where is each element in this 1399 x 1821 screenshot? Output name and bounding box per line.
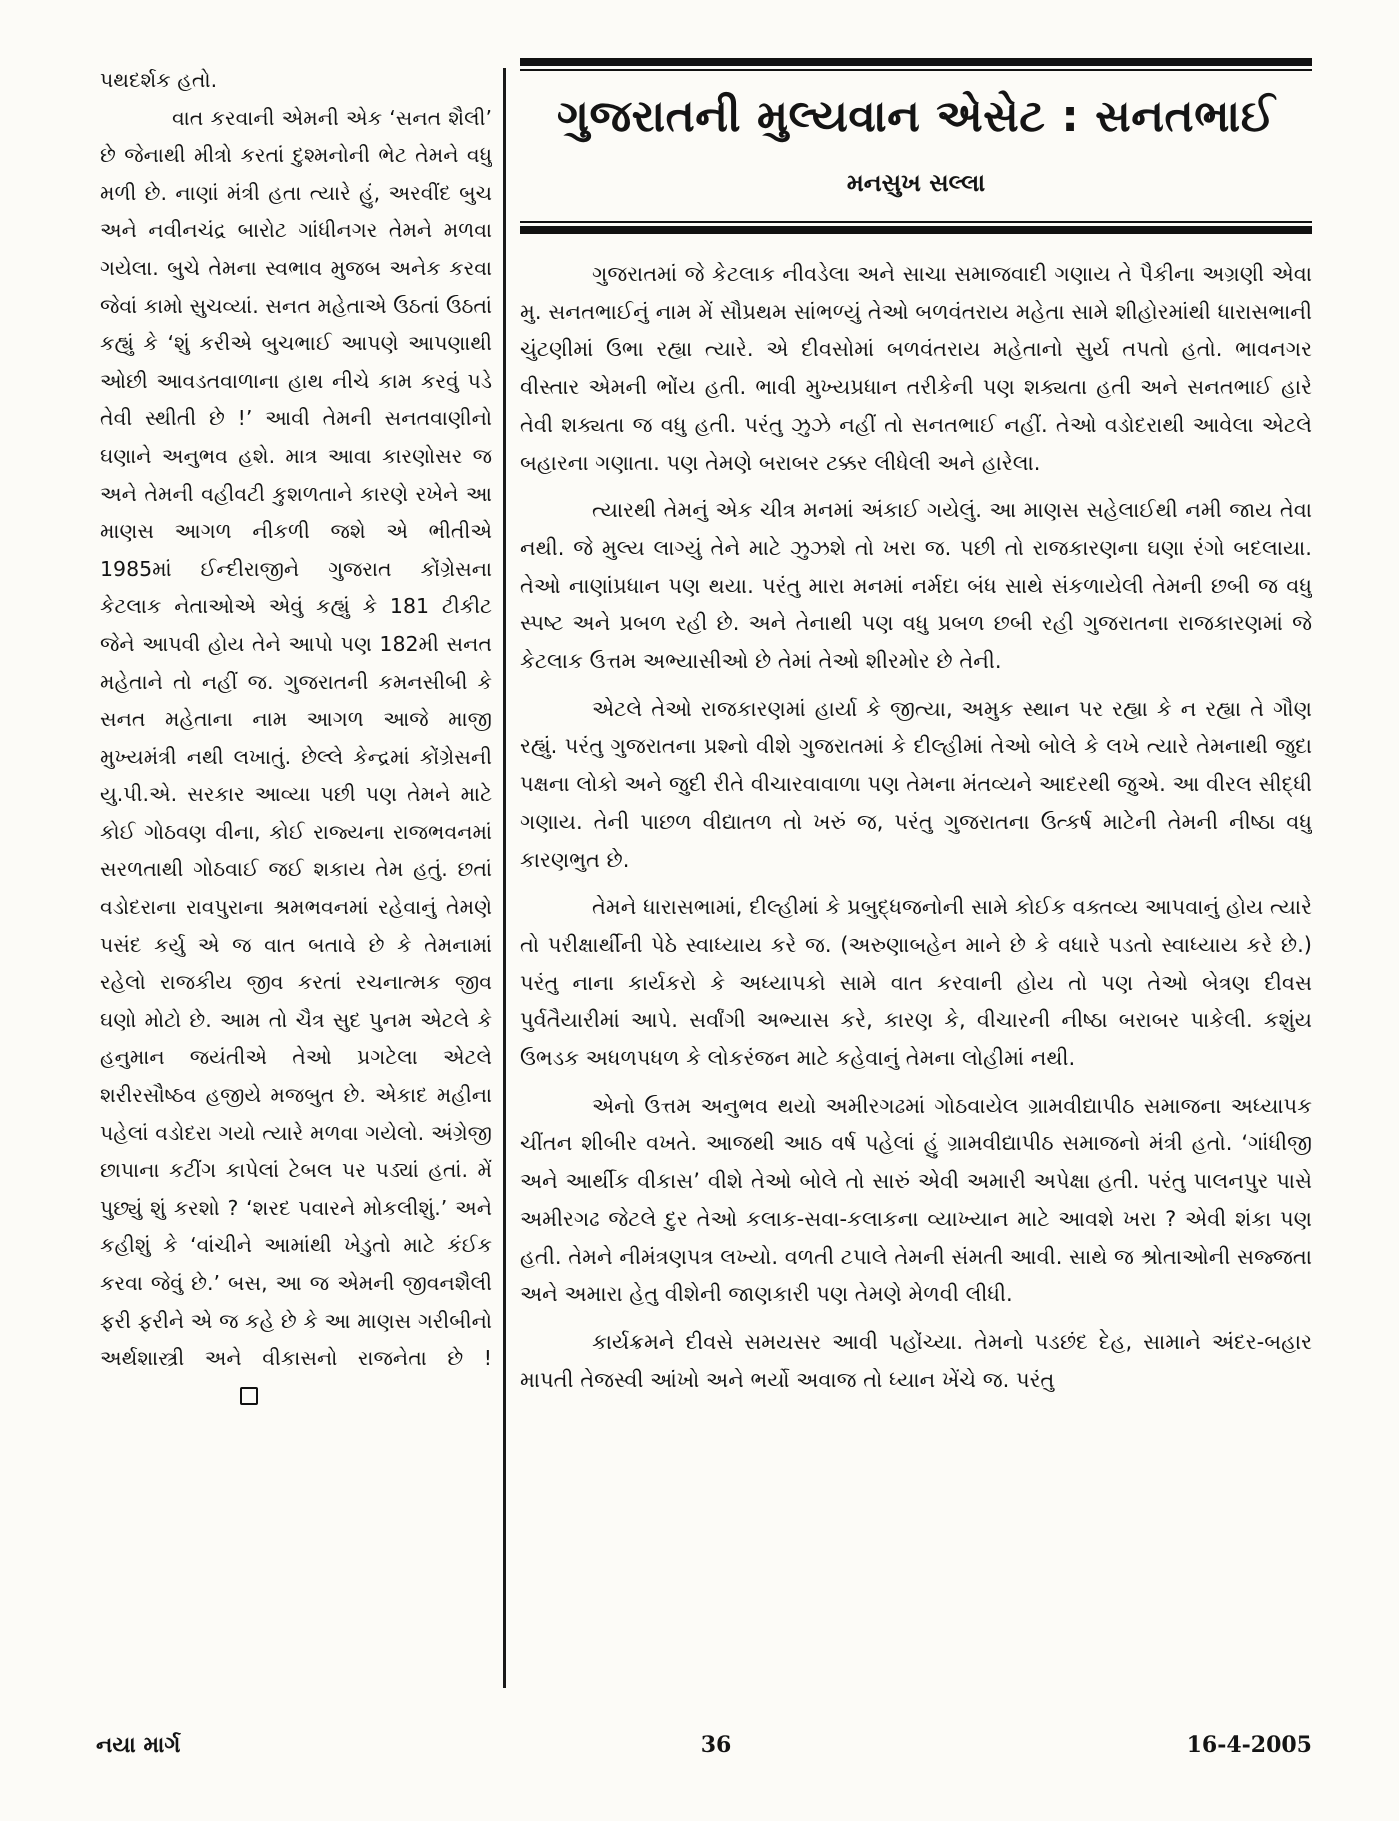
page-footer (96, 1732, 1312, 1768)
right-column (520, 58, 1312, 1698)
article-paragraph-6: કાર્યક્રમને દીવસે સમયસર આવી પહોંચ્યા. તેમનો પડછંદ દેહ, સામાને અંદર-બહાર માપતી તેજસ્વી આંખો અને ભર્યો અવાજ તો ધ્યાન ખેંચે જ. પરંતુ (520, 1329, 1312, 1392)
article-body (520, 256, 1312, 1399)
header-rule-top-thick (520, 58, 1312, 66)
left-paragraph-2 (100, 100, 492, 1416)
article-paragraph-5: એનો ઉત્તમ અનુભવ થયો અમીરગઢમાં ગોઠવાયેલ ગ્રામવીદ્યાપીઠ સમાજના અધ્યાપક ચીંતન શીબીર વખતે. આજથી આઠ વર્ષ પહેલાં હું ગ્રામવીદ્યાપીઠ સમાજનો મંત્રી હતો. ‘ગાંધીજી અને આર્થીક વીકાસ’ વીશે તેઓ બોલે તો સારું એવી અમારી અપેક્ષા હતી. પરંતુ પાલનપુર પાસે અમીરગઢ જેટલે દુર તેઓ કલાક-સવા-કલાકના વ્યાખ્યાન માટે આવશે ખરા ? એવી શંકા પણ હતી. તેમને નીમંત્રણપત્ર લખ્યો. વળતી ટપાલે તેમની સંમતી આવી. સાથે જ શ્રોતાઓની સજ્જતા અને અમારા હેતુ વીશેની જાણકારી પણ તેમણે મેળવી લીધી. (520, 1093, 1312, 1307)
article-paragraph-2: ત્યારથી તેમનું એક ચીત્ર મનમાં અંકાઈ ગયેલું. આ માણસ સહેલાઈથી નમી જાય તેવા નથી. જે મુલ્ય લાગ્યું તેને માટે ઝુઝશે તો ખરા જ. પછી તો રાજકારણના ઘણા રંગો બદલાયા. તેઓ નાણાંપ્રધાન પણ થયા. પરંતુ મારા મનમાં નર્મદા બંધ સાથે સંકળાયેલી તેમની છબી જ વધુ સ્પષ્ટ અને પ્રબળ રહી છે. અને તેનાથી પણ વધુ પ્રબળ છબી રહી ગુજરાતના રાજકારણમાં જે કેટલાક ઉત્તમ અભ્યાસીઓ છે તેમાં તેઓ શીરમોર છે તેની. (520, 498, 1312, 674)
article-paragraph-1: ગુજરાતમાં જે કેટલાક નીવડેલા અને સાચા સમાજવાદી ગણાય તે પૈકીના અગ્રણી એવા મુ. સનતભાઈનું નામ મેં સૌપ્રથમ સાંભળ્યું તેઓ બળવંતરાય મહેતા સામે શીહોરમાંથી ધારાસભાની ચુંટણીમાં ઉભા રહ્યા ત્યારે. એ દીવસોમાં બળવંતરાય મહેતાનો સુર્ય તપતો હતો. ભાવનગર વીસ્તાર એમની ભોંય હતી. ભાવી મુખ્યપ્રધાન તરીકેની પણ શક્યતા હતી અને સનતભાઈ હારે તેવી શક્યતા જ વધુ હતી. પરંતુ ઝુઝે નહીં તો સનતભાઈ નહીં. તેઓ વડોદરાથી આવેલા એટલે બહારના ગણાતા. પણ તેમણે બરાબર ટક્કર લીધેલી અને હારેલા. (520, 262, 1312, 475)
left-paragraph-2-text: વાત કરવાની એમની એક ‘સનત શૈલી’ છે જેનાથી મીત્રો કરતાં દુશ્મનોની ભેટ તેમને વધુ મળી છે. નાણાં મંત્રી હતા ત્યારે હું, અરવીંદ બુચ અને નવીનચંદ્ર બારોટ ગાંધીનગર તેમને મળવા ગયેલા. બુચે તેમના સ્વભાવ મુજબ અનેક કરવા જેવાં કામો સુચવ્યાં. સનત મહેતાએ ઉઠતાં ઉઠતાં કહ્યું કે ‘શું કરીએ બુચભાઈ આપણે આપણાથી ઓછી આવડતવાળાના હાથ નીચે કામ કરવું પડે તેવી સ્થીતી છે !’ આવી તેમની સનતવાણીનો ઘણાને અનુભવ હશે. માત્ર આવા કારણોસર જ અને તેમની વહીવટી કુશળતાને કારણે રખેને આ માણસ આગળ નીકળી જશે એ ભીતીએ 1985માં ઈન્દીરાજીને ગુજરાત કોંગ્રેસના કેટલાક નેતાઓએ એવું કહ્યું કે 181 ટીકીટ જેને આપવી હોય તેને આપો પણ 182મી સનત મહેતાને તો નહીં જ. ગુજરાતની કમનસીબી કે સનત મહેતાના નામ આગળ આજે માજી મુખ્યમંત્રી નથી લખાતું. છેલ્લે કેન્દ્રમાં કોંગ્રેસની યુ.પી.એ. સરકાર આવ્યા પછી પણ તેમને માટે કોઈ ગોઠવણ વીના, કોઈ રાજ્યના રાજભવનમાં સરળતાથી ગોઠવાઈ જઈ શકાય તેમ હતું. છતાં વડોદરાના રાવપુરાના શ્રમભવનમાં રહેવાનું તેમણે પસંદ કર્યુ એ જ વાત બતાવે છે કે તેમનામાં રહેલો રાજકીય જીવ કરતાં રચનાત્મક જીવ ઘણો મોટો છે. આમ તો ચૈત્ર સુદ પુનમ એટલે કે હનુમાન જયંતીએ તેઓ પ્રગટેલા એટલે શરીરસૌષ્ઠવ હજીયે મજબુત છે. એકાદ મહીના પહેલાં વડોદરા ગયો ત્યારે મળવા ગયેલો. અંગ્રેજી છાપાના કટીંગ કાપેલાં ટેબલ પર પડ્યાં હતાં. મેં પુછ્યું શું કરશો ? ‘શરદ પવારને મોકલીશું.’ અને કહીશું કે ‘વાંચીને આમાંથી ખેડુતો માટે કંઈક કરવા જેવું છે.’ બસ, આ જ એમની જીવનશૈલી ફરી ફરીને એ જ કહે છે કે આ માણસ ગરીબીનો અર્થશાસ્ત્રી અને વીકાસનો રાજનેતા છે ! (100, 105, 492, 1371)
header-rule-bottom-thick (520, 226, 1312, 234)
header-rule-bottom (520, 221, 1312, 234)
footer-page-number: 36 (700, 1732, 732, 1758)
end-of-article-mark (240, 1387, 258, 1405)
footer-date: 16-4-2005 (1186, 1732, 1312, 1758)
left-paragraph-1: પથદર્શક હતો. (100, 68, 218, 92)
article-paragraph-3: એટલે તેઓ રાજકારણમાં હાર્યા કે જીત્યા, અમુક સ્થાન પર રહ્યા કે ન રહ્યા તે ગૌણ રહ્યું. પરંતુ ગુજરાતના પ્રશ્નો વીશે ગુજરાતમાં કે દીલ્હીમાં તેઓ બોલે કે લખે ત્યારે તેમનાથી જુદા પક્ષના લોકો અને જુદી રીતે વીચારવાવાળા પણ તેમના મંતવ્યને આદરથી જુએ. આ વીરલ સીદ્ધી ગણાય. તેની પાછળ વીદ્યાતળ તો ખરું જ, પરંતુ ગુજરાતના ઉત્કર્ષ માટેની તેમની નીષ્ઠા વધુ કારણભુત છે. (520, 696, 1312, 872)
article-author: મનસુખ સલ્લા (846, 169, 986, 197)
article-title: ગુજરાતની મુલ્યવાન એસેટ : સનતભાઈ (556, 91, 1276, 142)
header-rule-bottom-thin (520, 221, 1312, 223)
column-divider (503, 68, 506, 1688)
footer-magazine-name: નયા માર્ગ (96, 1732, 181, 1758)
left-column (100, 62, 492, 1710)
article-paragraph-4: તેમને ધારાસભામાં, દીલ્હીમાં કે પ્રબુદ્ધજનોની સામે કોઈક વક્તવ્ય આપવાનું હોય ત્યારે તો પરીક્ષાર્થીની પેઠે સ્વાધ્યાય કરે જ. (અરુણાબહેન માને છે કે વધારે પડતો સ્વાધ્યાય કરે છે.) પરંતુ નાના કાર્યકરો કે અધ્યાપકો સામે વાત કરવાની હોય તો પણ તેઓ બેત્રણ દીવસ પુર્વતૈયારીમાં આપે. સર્વાંગી અભ્યાસ કરે, કારણ કે, વીચારની નીષ્ઠા બરાબર પાકેલી. કશુંય ઉભડક અધળપધળ કે લોકરંજન માટે કહેવાનું તેમના લોહીમાં નથી. (520, 895, 1312, 1071)
header-rule-top-thin (520, 69, 1312, 71)
